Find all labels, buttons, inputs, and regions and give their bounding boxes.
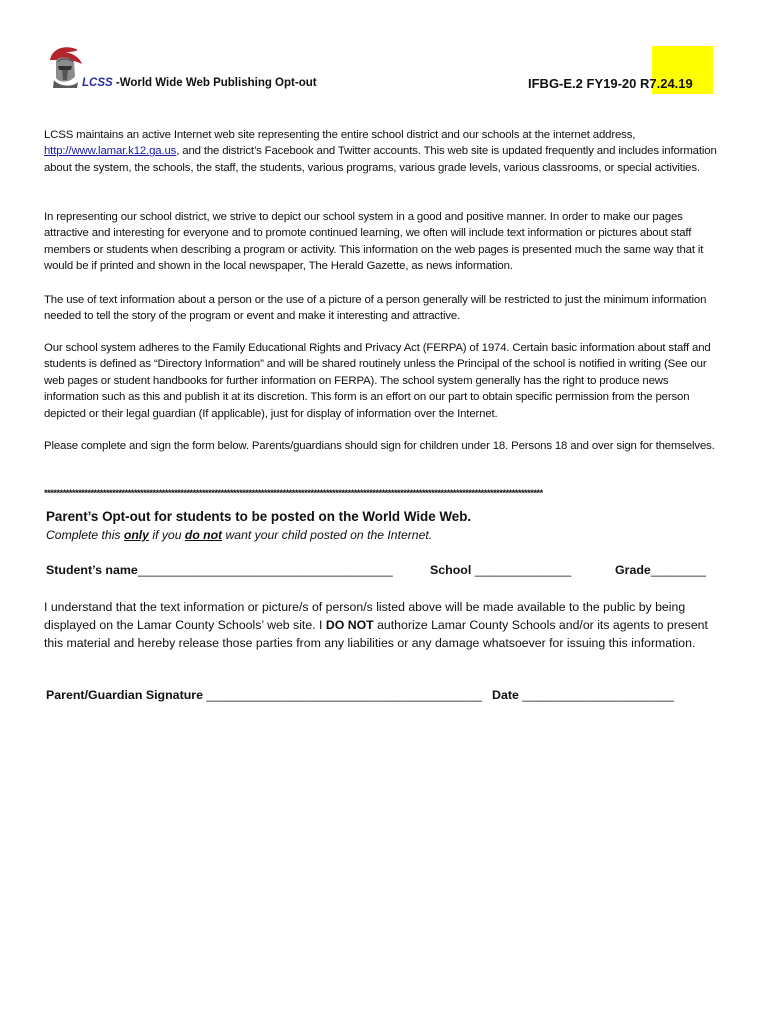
instr-part-2: if you	[148, 528, 185, 542]
grade-field[interactable]	[615, 563, 706, 577]
p1-text-b: , and the district’s Facebook and Twitter accounts. This web site is updated frequently and includes information about the system, the schools, the staff, the students, various programs, various grade levels, various classrooms, or special activities.	[44, 145, 717, 174]
instr-do-not: do not	[184, 528, 223, 542]
paragraph-1	[44, 127, 724, 176]
p1-text-a: LCSS maintains an active Internet web site representing the entire school district and our schools at the internet address,	[44, 129, 636, 141]
paragraph-2	[44, 209, 724, 275]
consent-statement	[44, 598, 729, 652]
date-label: Date	[492, 688, 519, 702]
grade-label: Grade	[615, 563, 651, 577]
signature-field[interactable]	[46, 688, 482, 702]
student-name-label: Student’s name	[46, 563, 138, 577]
p3-text: The use of text information about a person or the use of a picture of a person generally will be restricted to just the minimum information needed to tell the story of the program or event and make it interesting and attractive.	[44, 294, 707, 323]
trojan-helmet-icon	[44, 44, 86, 90]
consent-part-1: I understand that the text information or picture/s of person/s listed above will be made available to the public by being displayed on the Lamar County Schools’ web site. I	[44, 600, 686, 632]
title-text: World Wide Web Publishing Opt-out	[119, 77, 317, 89]
date-field[interactable]	[492, 688, 674, 702]
p4-text: Our school system adheres to the Family Educational Rights and Privacy Act (FERPA) of 1974. Certain basic information about staff and students is defined as “Directory Information” and will be shared routinely unless the Principal of the school is notified in writing (See our web pages or student handbooks for further information on FERPA). The school system generally has the right to produce news information such as this and publish it at its discretion. This form is an effort on our part to obtain specific permission from the person depicted or their legal guardian (If applicable), just for display of information over the Internet.	[44, 342, 711, 420]
signature-label: Parent/Guardian Signature	[46, 688, 203, 702]
school-line[interactable]: ______________	[471, 563, 572, 577]
policy-code-text: IFBG-E.2 FY19-20	[528, 76, 640, 91]
form-title: Parent’s Opt-out for students to be posted on the World Wide Web.	[46, 509, 472, 524]
paragraph-5	[44, 438, 724, 454]
consent-do-not: DO NOT	[325, 618, 374, 632]
form-instructions	[46, 528, 432, 542]
paragraph-4	[44, 340, 724, 422]
p5-text: Please complete and sign the form below. Parents/guardians should sign for children under 18. Persons 18 and over sign for themselves.	[44, 440, 715, 452]
school-field[interactable]	[430, 563, 571, 577]
consent-part-2: authorize Lamar County Schools and/or its agents to present this material and hereby release those parties from any liabilities or any damage whatsoever for issuing this information.	[44, 618, 708, 650]
date-line[interactable]: ______________________	[518, 688, 674, 702]
document-title	[82, 77, 317, 89]
separator-line: *****************************************************************************************************************************************************************	[44, 488, 543, 499]
student-name-field[interactable]	[46, 563, 393, 577]
grade-line[interactable]: ________	[650, 563, 706, 577]
instr-part-1: Complete this	[46, 528, 124, 542]
revision-date: R7.24.19	[639, 76, 693, 91]
org-abbrev: LCSS	[82, 77, 113, 89]
signature-line[interactable]: ________________________________________	[202, 688, 483, 702]
instr-only: only	[123, 528, 149, 542]
school-label: School	[430, 563, 472, 577]
instr-part-3: want your child posted on the Internet.	[222, 528, 433, 542]
paragraph-3	[44, 292, 724, 325]
policy-code	[528, 76, 693, 91]
title-dash: -	[112, 77, 120, 89]
student-name-line[interactable]: _____________________________________	[137, 563, 393, 577]
district-website-link[interactable]: http://www.lamar.k12.ga.us	[44, 145, 177, 158]
p2-text: In representing our school district, we strive to depict our school system in a good and positive manner. In order to make our pages attractive and interesting for everyone and to promote continued learning, we often will include text information or pictures about staff members or students when describing a program or activity. This information on the web pages is presented much the same way that it would be if printed and shown in the local newspaper, The Herald Gazette, as news information.	[44, 211, 704, 273]
